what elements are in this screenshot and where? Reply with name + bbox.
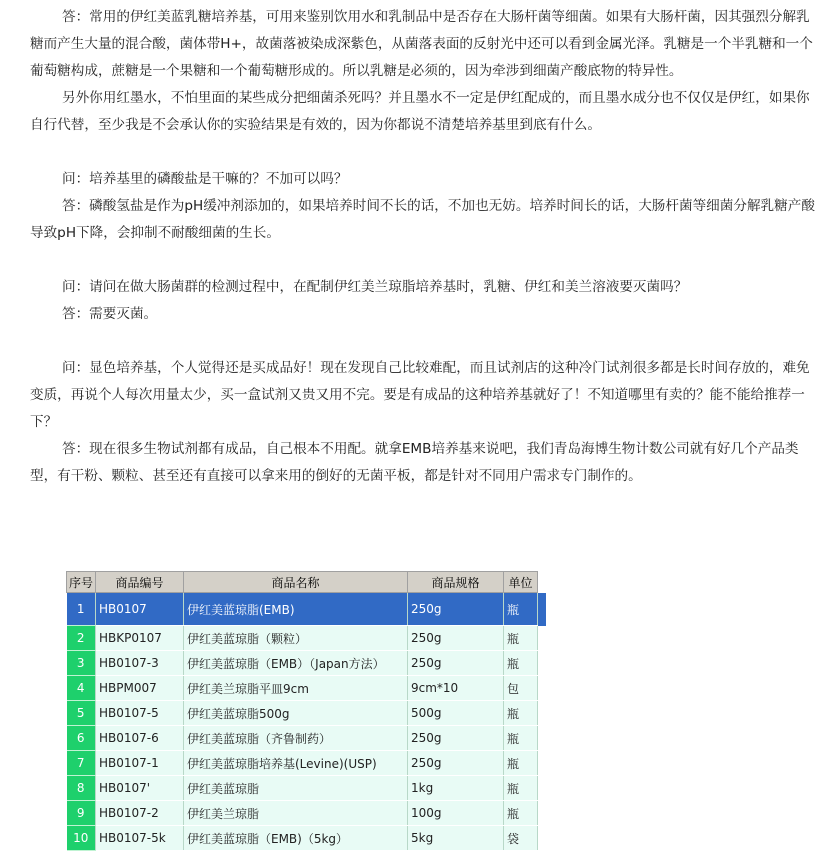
table-row[interactable] <box>67 701 546 726</box>
row-spacer <box>538 626 546 651</box>
product-name: 伊红美蓝琼脂500g <box>184 701 408 726</box>
product-code: HB0107' <box>96 776 184 801</box>
product-name: 伊红美蓝琼脂（颗粒） <box>184 626 408 651</box>
table-row[interactable] <box>67 826 546 851</box>
product-unit: 瓶 <box>504 626 538 651</box>
product-spec: 500g <box>408 701 504 726</box>
product-name: 伊红美兰琼脂 <box>184 801 408 826</box>
answer: 答：现在很多生物试剂都有成品，自己根本不用配。就拿EMB培养基来说吧，我们青岛海博生物计数公司就有好几个产品类型，有干粉、颗粒、甚至还有直接可以拿来用的倒好的无菌平板，都是针对不同用户需求专门制作的。 <box>30 441 799 484</box>
row-index: 2 <box>67 626 96 651</box>
product-spec: 250g <box>408 593 504 626</box>
row-spacer <box>538 593 546 626</box>
product-code: HB0107-2 <box>96 801 184 826</box>
product-unit: 瓶 <box>504 776 538 801</box>
column-header-index[interactable]: 序号 <box>67 572 96 593</box>
product-code: HB0107-5 <box>96 701 184 726</box>
product-unit: 瓶 <box>504 726 538 751</box>
product-unit: 瓶 <box>504 651 538 676</box>
table-row[interactable] <box>67 626 546 651</box>
row-index: 5 <box>67 701 96 726</box>
row-index: 10 <box>67 826 96 851</box>
row-spacer <box>538 776 546 801</box>
paragraph: 答：常用的伊红美蓝乳糖培养基，可用来鉴别饮用水和乳制品中是否存在大肠杆菌等细菌。如果有大肠杆菌，因其强烈分解乳糖而产生大量的混合酸，菌体带H+，故菌落被染成深紫色，从菌落表面的反射光中还可以看到金属光泽。乳糖是一个半乳糖和一个葡萄糖构成，蔗糖是一个果糖和一个葡萄糖形成的。所以乳糖是必须的，因为牵涉到细菌产酸底物的特异性。 <box>30 9 813 79</box>
product-code: HB0107 <box>96 593 184 626</box>
paragraph: 另外你用红墨水，不怕里面的某些成分把细菌杀死吗？并且墨水不一定是伊红配成的，而且墨水成分也不仅仅是伊红，如果你自行代替，至少我是不会承认你的实验结果是有效的，因为你都说不清楚培养基里到底有什么。 <box>30 90 810 133</box>
product-spec: 250g <box>408 651 504 676</box>
row-index: 4 <box>67 676 96 701</box>
question: 问：培养基里的磷酸盐是干嘛的？不加可以吗？ <box>62 171 348 187</box>
table-row[interactable] <box>67 776 546 801</box>
question: 问：请问在做大肠菌群的检测过程中，在配制伊红美兰琼脂培养基时，乳糖、伊红和美兰溶液要灭菌吗？ <box>62 279 688 295</box>
product-code: HB0107-3 <box>96 651 184 676</box>
product-name: 伊红美蓝琼脂（齐鲁制药） <box>184 726 408 751</box>
column-header-unit[interactable]: 单位 <box>504 572 538 593</box>
product-unit: 袋 <box>504 826 538 851</box>
column-header-code[interactable]: 商品编号 <box>96 572 184 593</box>
product-unit: 瓶 <box>504 751 538 776</box>
row-index: 9 <box>67 801 96 826</box>
row-spacer <box>538 826 546 851</box>
row-spacer <box>538 701 546 726</box>
product-name: 伊红美蓝琼脂 <box>184 776 408 801</box>
product-spec: 250g <box>408 626 504 651</box>
table-row[interactable] <box>67 676 546 701</box>
product-unit: 瓶 <box>504 593 538 626</box>
row-index: 6 <box>67 726 96 751</box>
product-spec: 5kg <box>408 826 504 851</box>
row-spacer <box>538 801 546 826</box>
product-code: HBKP0107 <box>96 626 184 651</box>
answer: 答：需要灭菌。 <box>62 306 158 322</box>
product-code: HB0107-6 <box>96 726 184 751</box>
product-spec: 250g <box>408 726 504 751</box>
product-spec: 250g <box>408 751 504 776</box>
product-code: HB0107-1 <box>96 751 184 776</box>
product-unit: 包 <box>504 676 538 701</box>
table-row[interactable] <box>67 651 546 676</box>
product-unit: 瓶 <box>504 801 538 826</box>
row-index: 1 <box>67 593 96 626</box>
table-row[interactable] <box>67 726 546 751</box>
table-header-row <box>67 572 546 593</box>
product-table-container <box>66 571 545 851</box>
row-index: 8 <box>67 776 96 801</box>
table-row[interactable] <box>67 593 546 626</box>
product-name: 伊红美蓝琼脂（EMB）（Japan方法） <box>184 651 408 676</box>
product-name: 伊红美兰琼脂平皿9cm <box>184 676 408 701</box>
column-header-spec[interactable]: 商品规格 <box>408 572 504 593</box>
product-name: 伊红美蓝琼脂（EMB)（5kg） <box>184 826 408 851</box>
product-spec: 100g <box>408 801 504 826</box>
row-spacer <box>538 676 546 701</box>
blank-line <box>30 139 820 166</box>
product-spec: 9cm*10 <box>408 676 504 701</box>
row-index: 3 <box>67 651 96 676</box>
column-header-spacer <box>538 572 546 593</box>
question: 问：显色培养基，个人觉得还是买成品好！现在发现自己比较难配，而且试剂店的这种冷门试剂很多都是长时间存放的，难免变质，再说个人每次用量太少，买一盒试剂又贵又用不完。要是有成品的这种培养基就好了！不知道哪里有卖的？能不能给推荐一下？ <box>30 360 810 430</box>
column-header-name[interactable]: 商品名称 <box>184 572 408 593</box>
product-code: HBPM007 <box>96 676 184 701</box>
product-spec: 1kg <box>408 776 504 801</box>
blank-line <box>30 328 820 355</box>
row-index: 7 <box>67 751 96 776</box>
blank-line <box>30 247 820 274</box>
table-row[interactable] <box>67 801 546 826</box>
row-spacer <box>538 726 546 751</box>
product-name: 伊红美蓝琼脂(EMB) <box>184 593 408 626</box>
table-row[interactable] <box>67 751 546 776</box>
row-spacer <box>538 751 546 776</box>
answer: 答：磷酸氢盐是作为pH缓冲剂添加的，如果培养时间不长的话，不加也无妨。培养时间长的话，大肠杆菌等细菌分解乳糖产酸导致pH下降，会抑制不耐酸细菌的生长。 <box>30 198 815 241</box>
article-body <box>30 0 820 490</box>
product-name: 伊红美蓝琼脂培养基(Levine)(USP) <box>184 751 408 776</box>
product-table <box>66 571 546 851</box>
row-spacer <box>538 651 546 676</box>
product-unit: 瓶 <box>504 701 538 726</box>
product-code: HB0107-5k <box>96 826 184 851</box>
